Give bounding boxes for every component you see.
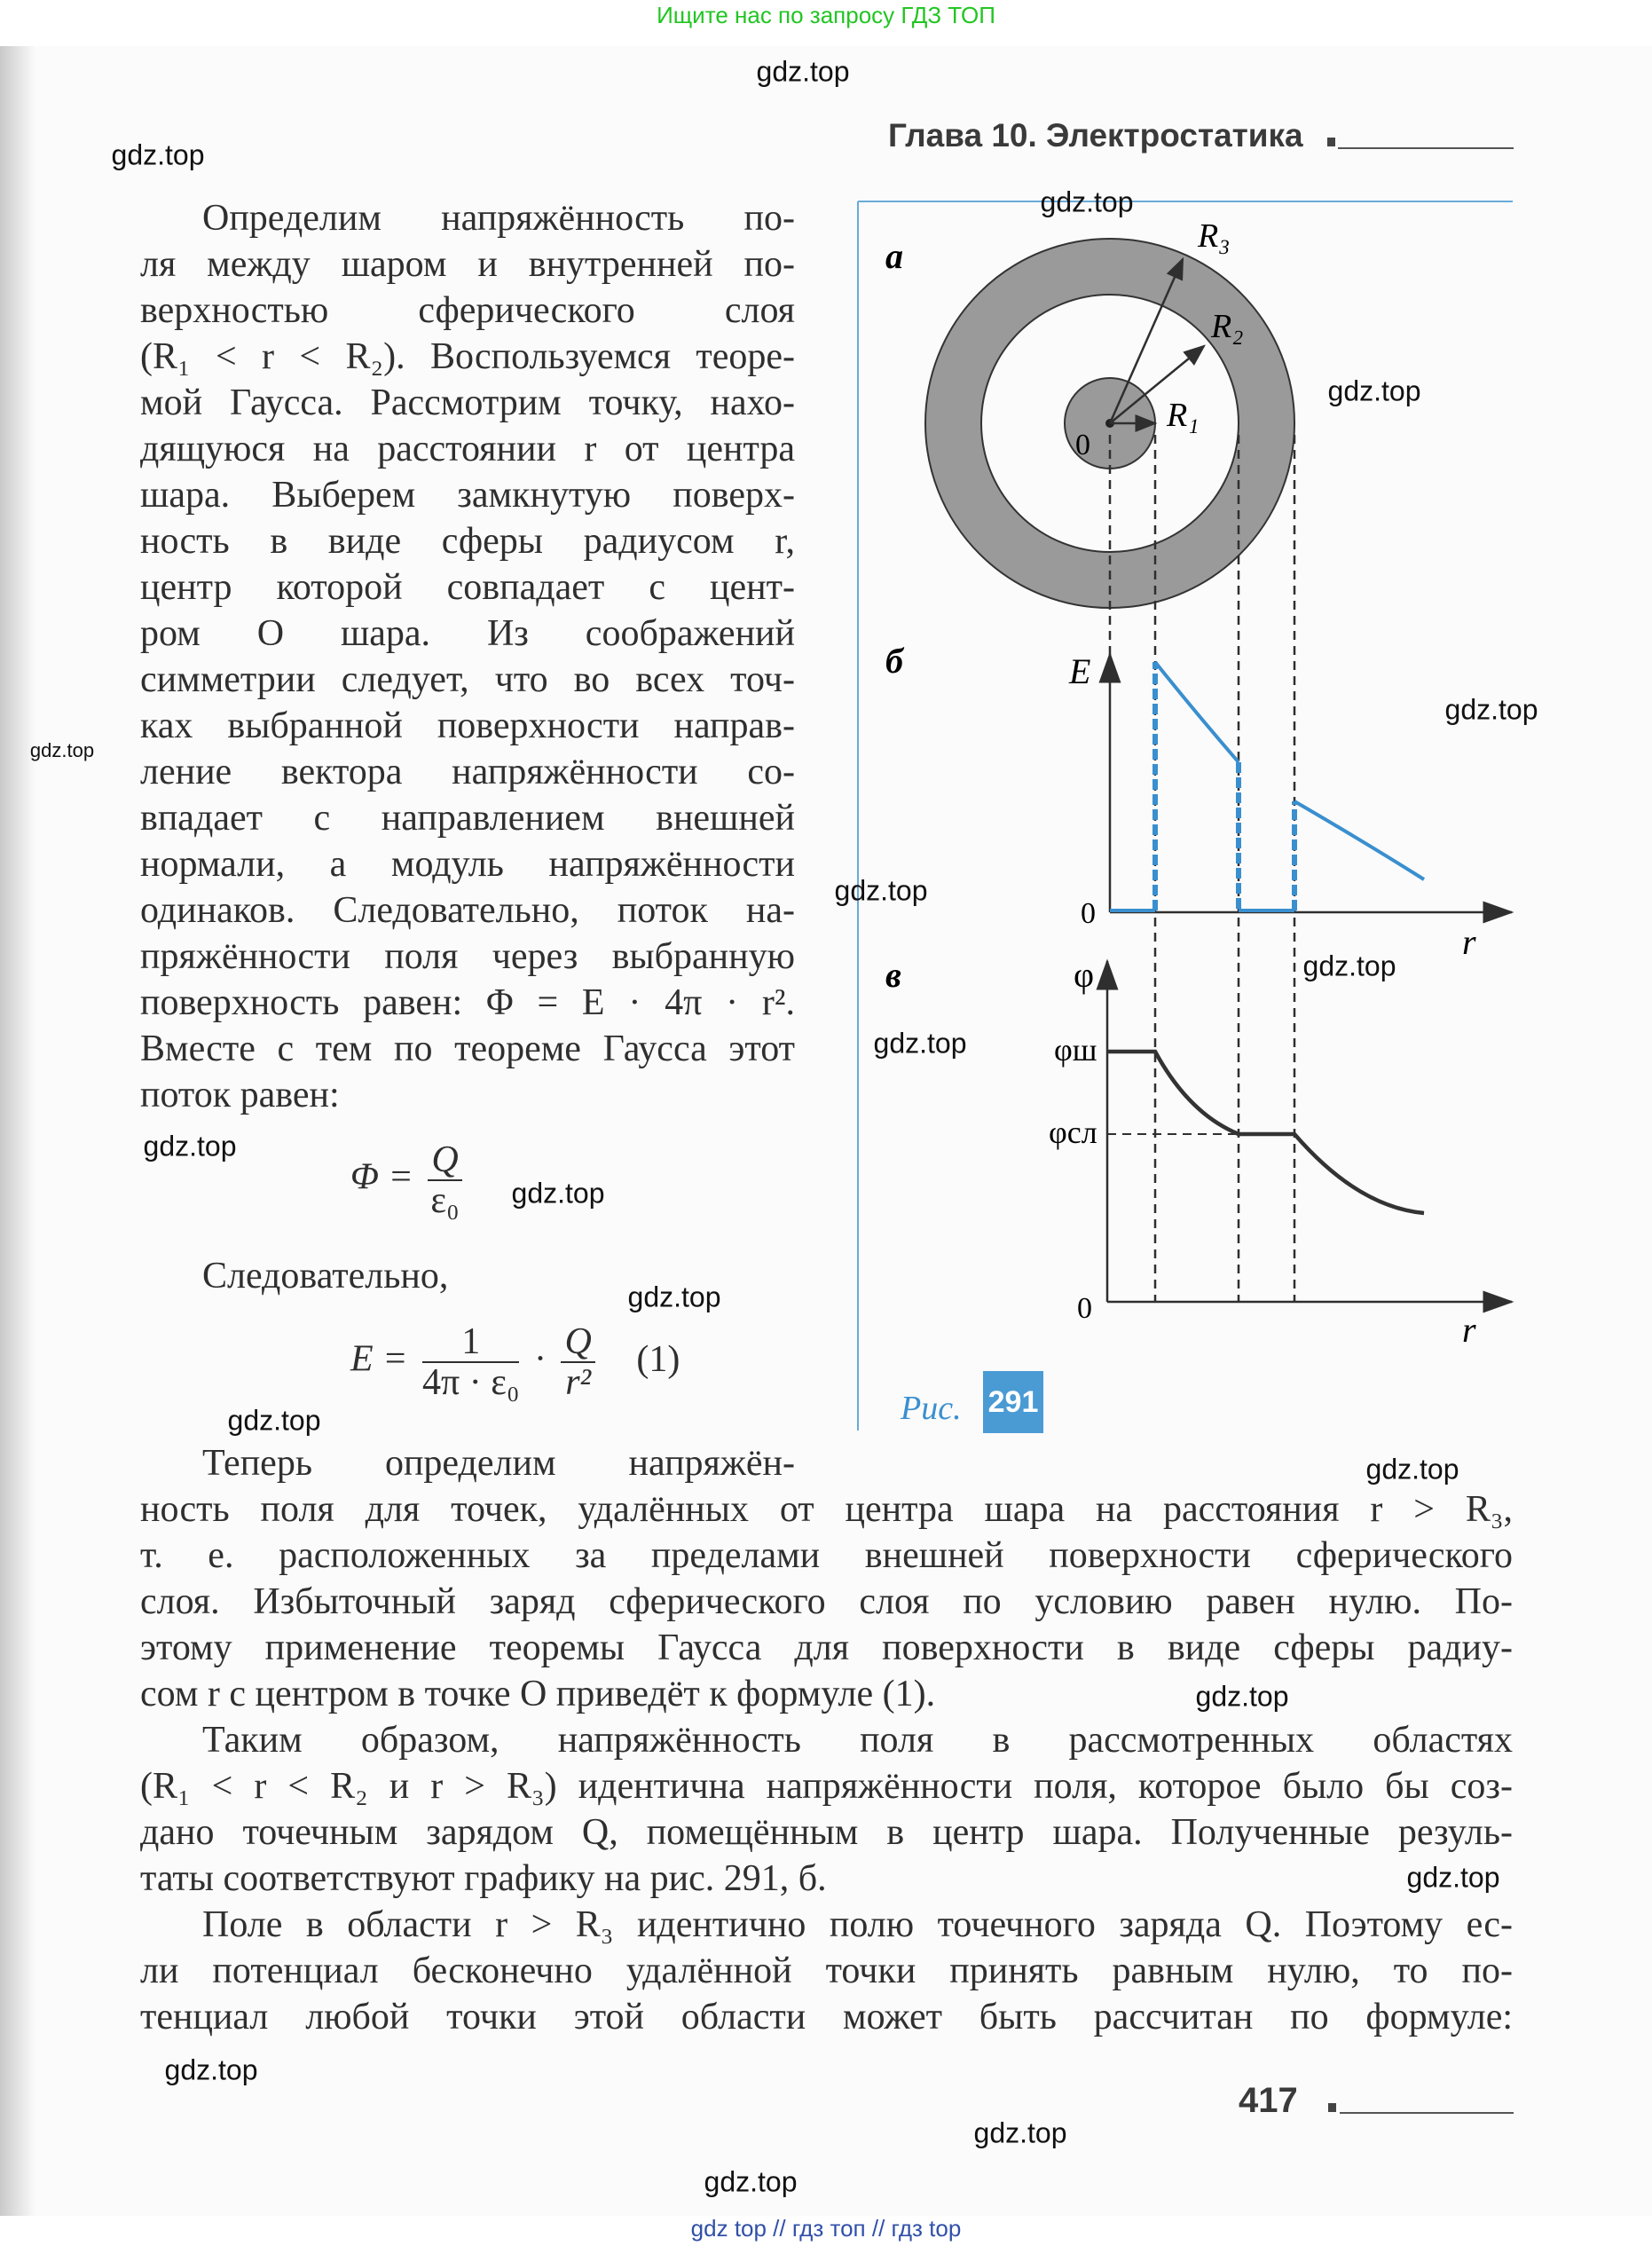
text-line: Теперь определим напряжён- — [202, 1443, 795, 1484]
footer-links[interactable]: gdz top // гдз топ // гдз top — [690, 2215, 962, 2242]
denominator: r² — [565, 1362, 592, 1403]
phi-layer-label: φсл — [1049, 1115, 1097, 1150]
text-line: ность поля для точек, удалённых от центра шара на расстояния r > R₃, — [140, 1489, 1513, 1530]
figure-caption: Рис. — [901, 1390, 962, 1427]
watermark: gdz.top — [29, 739, 95, 761]
chapter-title: Глава 10. Электростатика — [888, 117, 1303, 154]
watermark: gdz.top — [834, 874, 928, 907]
text-line: пряжённости поля через выбранную — [140, 936, 795, 977]
watermark: gdz.top — [1327, 374, 1421, 407]
phi-r-label: r — [1462, 1310, 1476, 1350]
e-axis-label: E — [1069, 651, 1091, 691]
dot-operator: · — [533, 1338, 547, 1380]
watermark: gdz.top — [1365, 1453, 1459, 1486]
watermark: gdz.top — [143, 1130, 237, 1162]
footer-marker — [1328, 2103, 1336, 2112]
text-line: (R₁ < r < R₂ и r > R₃) идентична напряжённости поля, которое было бы соз- — [140, 1766, 1513, 1807]
watermark: gdz.top — [227, 1404, 321, 1437]
text-line: Таким образом, напряжённость поля в рассмотренных областях — [202, 1720, 1513, 1761]
text-line: ность в виде сферы радиусом r, — [140, 521, 795, 562]
text-line: ли потенциал бесконечно удалённой точки принять равным нулю, то по- — [140, 1951, 1513, 1991]
panel-label-b: б — [885, 641, 903, 681]
numerator: 1 — [422, 1322, 519, 1363]
text-line: симметрии следует, что во всех точ- — [140, 659, 795, 700]
equation-number: (1) — [636, 1338, 680, 1380]
e-origin-label: 0 — [1081, 897, 1096, 930]
text-line: Следовательно, — [202, 1256, 449, 1296]
label-r2: R₂ — [1211, 308, 1244, 345]
numerator: Q — [428, 1140, 461, 1181]
watermark: gdz.top — [1406, 1861, 1500, 1894]
text-line: ках выбранной поверхности направ- — [140, 705, 795, 746]
search-banner: Ищите нас по запросу ГДЗ ТОП — [657, 2, 995, 28]
text-line: поверхность равен: Φ = E · 4π · r². — [140, 982, 795, 1023]
text-line: впадает с направлением внешней — [140, 798, 795, 839]
watermark: gdz.top — [164, 2053, 258, 2086]
text-line: ля между шаром и внутренней по- — [140, 244, 795, 285]
watermark: gdz.top — [1195, 1680, 1289, 1713]
text-line: поток равен: — [140, 1075, 340, 1115]
text-line: Определим напряжённость по- — [202, 198, 795, 239]
text-line: шара. Выберем замкнутую поверх- — [140, 475, 795, 516]
text-line: слоя. Избыточный заряд сферического слоя по условию равен нулю. По- — [140, 1581, 1513, 1622]
text-line: дящуюся на расстоянии r от центра — [140, 429, 795, 469]
watermark: gdz.top — [1040, 185, 1134, 218]
text-line: сом r с центром в точке O приведёт к формуле (1). — [140, 1674, 936, 1714]
watermark: gdz.top — [704, 2165, 798, 2198]
phi-ball-label: φш — [1054, 1032, 1097, 1068]
footer-rule — [1340, 2112, 1514, 2114]
text-line: мой Гаусса. Рассмотрим точку, нахо- — [140, 382, 795, 423]
label-r3: R₃ — [1198, 217, 1231, 255]
text-line: этому применение теоремы Гаусса для поверхности в виде сферы радиу- — [140, 1627, 1513, 1668]
text-line: Поле в области r > R₃ идентично полю точечного заряда Q. Поэтому ес- — [202, 1904, 1513, 1945]
panel-label-c: в — [885, 955, 901, 995]
text-line: центр которой совпадает с цент- — [140, 567, 795, 608]
formula-lhs: Φ = — [350, 1156, 413, 1198]
watermark: gdz.top — [511, 1177, 605, 1210]
figure-number-badge: 291 — [983, 1371, 1043, 1433]
phi-axis-label: φ — [1074, 955, 1095, 995]
panel-label-a: а — [885, 236, 903, 276]
text-line: ление вектора напряжённости со- — [140, 752, 795, 792]
watermark: gdz.top — [873, 1027, 967, 1060]
text-line: тенциал любой точки этой области может быть рассчитан по формуле: — [140, 1997, 1513, 2037]
numerator: Q — [561, 1322, 594, 1363]
e-r-label: r — [1462, 922, 1476, 962]
text-line: ром O шара. Из соображений — [140, 613, 795, 654]
label-r1: R₁ — [1167, 397, 1200, 434]
text-line: верхностью сферического слоя — [140, 290, 795, 331]
text-line: дано точечным зарядом Q, помещённым в центр шара. Полученные резуль- — [140, 1812, 1513, 1853]
watermark: gdz.top — [1302, 950, 1396, 982]
text-line: Вместе с тем по теореме Гаусса этот — [140, 1028, 795, 1069]
text-line: т. е. расположенных за пределами внешней поверхности сферического — [140, 1535, 1513, 1576]
text-line: таты соответствуют графику на рис. 291, б. — [140, 1858, 827, 1899]
formula-lhs: E = — [350, 1338, 408, 1380]
watermark: gdz.top — [111, 138, 205, 171]
text-line: (R₁ < r < R₂). Воспользуемся теоре- — [140, 336, 795, 377]
text-line: одинаков. Следовательно, поток на- — [140, 890, 795, 931]
watermark: gdz.top — [973, 2116, 1067, 2149]
watermark: gdz.top — [1444, 693, 1538, 726]
e-field-jumps — [1155, 662, 1294, 910]
phi-origin-label: 0 — [1077, 1292, 1092, 1325]
text-line: нормали, а модуль напряжённости — [140, 844, 795, 885]
label-origin: 0 — [1075, 429, 1090, 461]
watermark: gdz.top — [756, 55, 850, 88]
denominator: 4π · ε₀ — [422, 1362, 520, 1403]
denominator: ε₀ — [430, 1180, 460, 1221]
watermark: gdz.top — [627, 1281, 721, 1313]
page-number: 417 — [1239, 2081, 1298, 2120]
